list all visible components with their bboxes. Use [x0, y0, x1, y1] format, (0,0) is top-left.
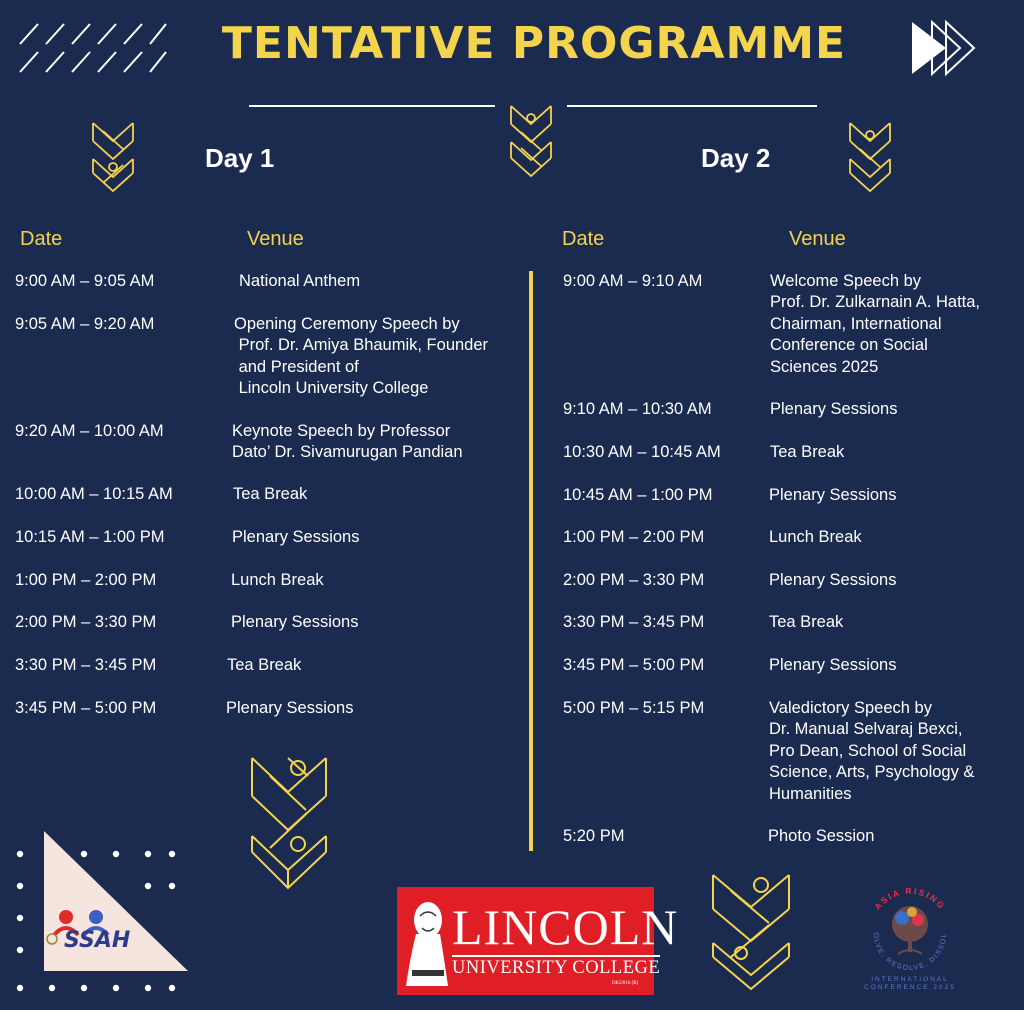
asia-rising-logo [858, 879, 958, 976]
schedule-event: Plenary Sessions [231, 613, 359, 631]
schedule-event: Plenary Sessions [226, 699, 354, 717]
schedule-time: 9:00 AM – 9:05 AM [15, 272, 155, 290]
schedule-event: Tea Break [769, 613, 844, 631]
column-divider [529, 271, 533, 851]
asia-rising-motto-text: EVOLVE, RESOLVE, DISSOLVE [858, 879, 949, 973]
schedule-time: 5:00 PM – 5:15 PM [563, 699, 705, 717]
schedule-time: 3:30 PM – 3:45 PM [563, 613, 705, 631]
schedule-time: 9:00 AM – 9:10 AM [563, 272, 703, 290]
chevron-pattern-icon [250, 756, 328, 890]
day2-heading: Day 2 [701, 143, 771, 173]
chevron-pattern-icon [711, 873, 791, 991]
lincoln-logo-subtitle: UNIVERSITY COLLEGE [452, 955, 660, 979]
schedule-time: 10:45 AM – 1:00 PM [563, 486, 713, 504]
schedule-time: 9:20 AM – 10:00 AM [15, 422, 164, 440]
schedule-time: 9:10 AM – 10:30 AM [563, 400, 712, 418]
title-rule-left [249, 105, 495, 107]
schedule-event: Valedictory Speech by Dr. Manual Selvaraj Bexci, Pro Dean, School of Social Science, Arts, Psychology & Humanities [769, 699, 975, 803]
schedule-time: 3:45 PM – 5:00 PM [563, 656, 705, 674]
schedule-event: Tea Break [770, 443, 845, 461]
schedule-time: 2:00 PM – 3:30 PM [563, 571, 705, 589]
schedule-event: Plenary Sessions [232, 528, 360, 546]
schedule-time: 10:00 AM – 10:15 AM [15, 485, 173, 503]
schedule-time: 2:00 PM – 3:30 PM [15, 613, 157, 631]
schedule-event: Plenary Sessions [769, 571, 897, 589]
schedule-event: Tea Break [233, 485, 308, 503]
chevron-pattern-icon [509, 104, 553, 178]
schedule-event: Keynote Speech by Professor Dato’ Dr. Sivamurugan Pandian [232, 422, 463, 462]
schedule-event: Tea Break [227, 656, 302, 674]
schedule-time: 10:15 AM – 1:00 PM [15, 528, 165, 546]
schedule-event: Plenary Sessions [770, 400, 898, 418]
day2-venue-header: Venue [789, 228, 846, 250]
lincoln-logo-registration: DKU016 (B) [612, 981, 639, 986]
schedule-event: National Anthem [239, 272, 361, 290]
schedule-time: 1:00 PM – 2:00 PM [563, 528, 705, 546]
schedule-time: 3:45 PM – 5:00 PM [15, 699, 157, 717]
day1-date-header: Date [20, 228, 63, 250]
day1-venue-header: Venue [247, 228, 304, 250]
schedule-event: Plenary Sessions [769, 486, 897, 504]
schedule-time: 10:30 AM – 10:45 AM [563, 443, 721, 461]
schedule-time: 9:05 AM – 9:20 AM [15, 315, 155, 333]
schedule-event: Lunch Break [231, 571, 324, 589]
day1-heading: Day 1 [205, 143, 275, 173]
schedule-event: Lunch Break [769, 528, 862, 546]
schedule-time: 5:20 PM [563, 827, 625, 845]
asia-rising-top-text: ASIA RISING [872, 885, 948, 912]
schedule-event: Opening Ceremony Speech by Prof. Dr. Amiya Bhaumik, Founder and President of Lincoln University College [234, 315, 489, 398]
day2-date-header: Date [562, 228, 605, 250]
lincoln-logo-title: LINCOLN [452, 899, 679, 955]
ssah-logo-text: SSAH [64, 928, 131, 953]
page-title: TENTATIVE PROGRAMME [221, 18, 847, 69]
asia-rising-conference-text: INTERNATIONAL CONFERENCE 2025 [864, 976, 956, 991]
schedule-time: 1:00 PM – 2:00 PM [15, 571, 157, 589]
schedule-event: Welcome Speech by Prof. Dr. Zulkarnain A. Hatta, Chairman, International Conference on Social Sciences 2025 [770, 272, 981, 376]
lincoln-bust-icon [402, 894, 450, 990]
title-rule-right [567, 105, 817, 107]
chevron-pattern-icon [91, 121, 135, 193]
schedule-event: Plenary Sessions [769, 656, 897, 674]
chevron-pattern-icon [848, 121, 892, 193]
schedule-event: Photo Session [768, 827, 875, 845]
schedule-time: 3:30 PM – 3:45 PM [15, 656, 157, 674]
